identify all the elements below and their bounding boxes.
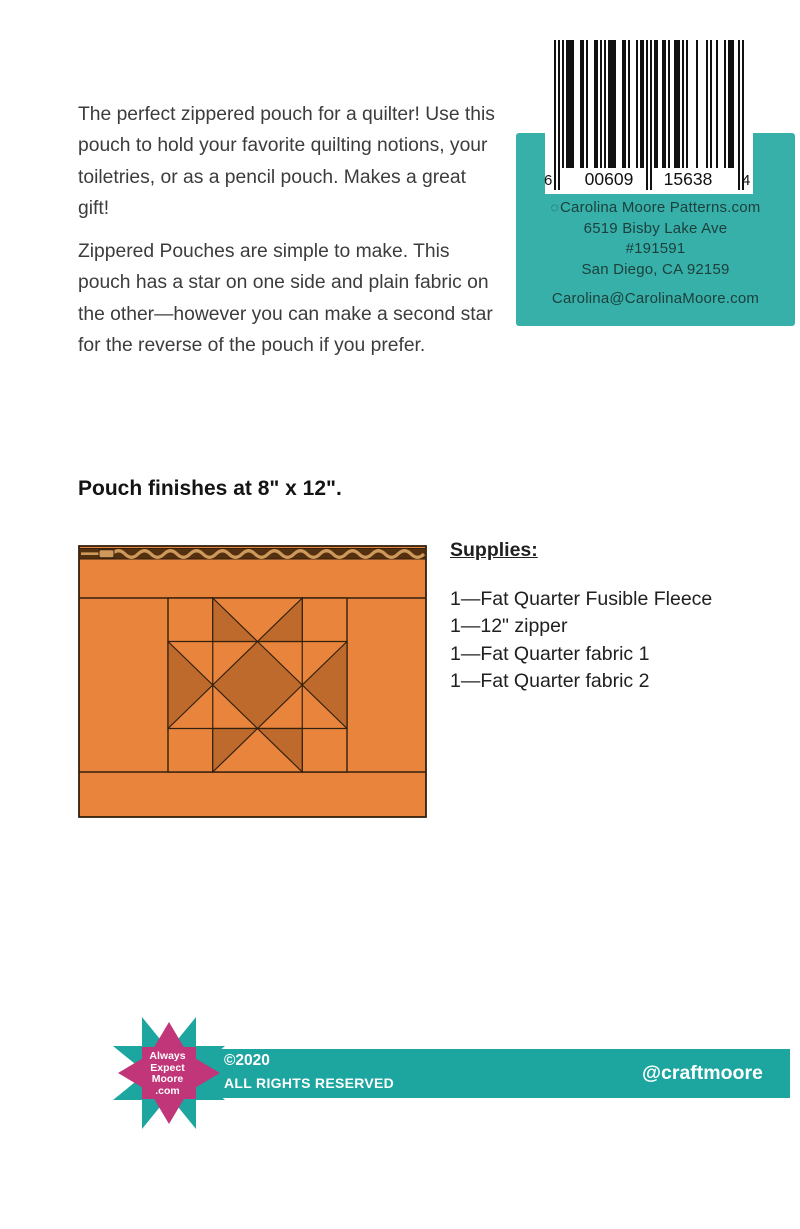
supply-item: 1—Fat Quarter Fusible Fleece: [450, 588, 713, 610]
supplies-title: Supplies:: [450, 539, 538, 561]
intro-text: [78, 99, 498, 373]
barcode-group-1: 00609: [584, 169, 634, 189]
copyright: [224, 1052, 394, 1091]
logo-line: Always: [149, 1050, 186, 1062]
copyright-year: ©2020: [224, 1052, 270, 1069]
intro-paragraph-1: The perfect zippered pouch for a quilter! Use this pouch to hold your favorite quilting notions, your toiletries, or as a pencil pouch. Makes a great gift!: [78, 104, 495, 219]
carolina-moore-logo-icon: ◌: [550, 199, 560, 215]
pouch-illustration: [78, 545, 427, 818]
contact-line-unit: #191591: [625, 240, 686, 257]
contact-website: Carolina Moore Patterns.com: [560, 199, 761, 216]
intro-paragraph-2: Zippered Pouches are simple to make. This pouch has a star on one side and plain fabric on the other—however you can make a second star for the reverse of the pouch if you prefer.: [78, 241, 493, 357]
logo-text: [141, 1051, 194, 1097]
social-handle: @craftmoore: [642, 1062, 763, 1084]
contact-email: Carolina@CarolinaMoore.com: [551, 290, 760, 307]
supplies-list: [450, 586, 712, 696]
logo-line: .com: [155, 1084, 180, 1097]
logo-line: Expect: [150, 1061, 185, 1074]
rights-reserved: ALL RIGHTS RESERVED: [224, 1075, 395, 1091]
supply-item: 1—Fat Quarter fabric 1: [450, 642, 650, 665]
barcode: [545, 26, 753, 194]
barcode-check-digit: 4: [742, 172, 751, 189]
contact-info: [516, 197, 795, 310]
logo-line: Moore: [151, 1073, 184, 1085]
barcode-system-digit: 6: [544, 172, 553, 189]
finished-size-heading: Pouch finishes at 8" x 12".: [78, 477, 342, 500]
zipper-pull: [99, 550, 114, 558]
contact-line-city: San Diego, CA 92159: [581, 260, 730, 278]
contact-line-website: [516, 197, 795, 219]
contact-line-street: 6519 Bisby Lake Ave: [583, 219, 728, 237]
supply-item: 1—Fat Quarter fabric 2: [450, 670, 650, 693]
barcode-group-2: 15638: [663, 169, 713, 189]
supplies-section: [450, 539, 712, 696]
supply-item: 1—12" zipper: [450, 615, 568, 638]
